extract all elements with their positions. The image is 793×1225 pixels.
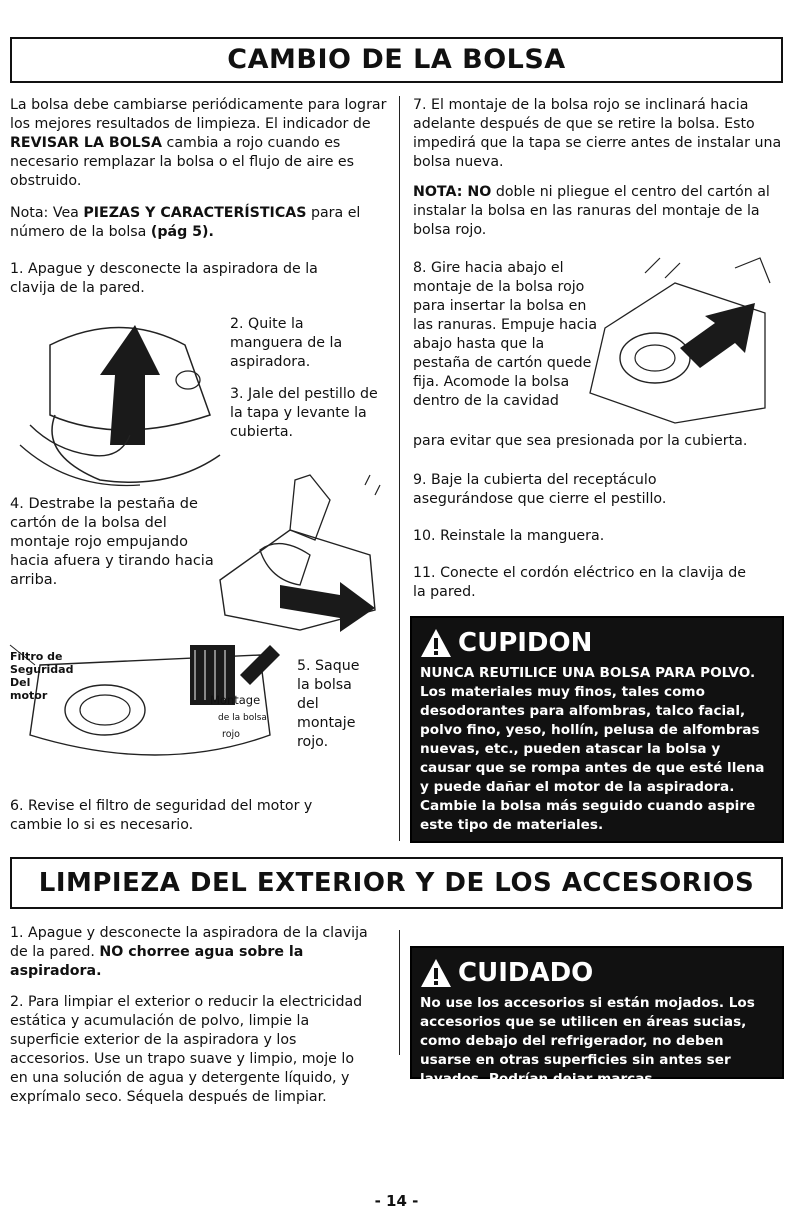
warning-box-cupidon bbox=[410, 616, 784, 843]
column-divider-top bbox=[399, 96, 400, 841]
warning-body: NUNCA REUTILICE UNA BOLSA PARA POLVO. Los materiales muy finos, tales como desodorantes para alfombras, talco facial, polvo fino, yeso, hollín, pelusa de alfombras nuevas, etc., pueden atascar la bolsa y causar que se rompa antes de que esté llena y puede dañar el motor de la aspiradora. Cambie la bolsa más seguido cuando aspire este tipo de materiales. bbox=[420, 665, 765, 833]
vacuum-lid-illustration bbox=[10, 305, 230, 495]
bag-section-title: CAMBIO DE LA BOLSA bbox=[10, 37, 783, 83]
filter-label: Filtro de Seguridad Del motor bbox=[10, 650, 74, 702]
cleaning-step-2: 2. Para limpiar el exterior o reducir la electricidad estática y acumulación de polvo, limpie la superficie exterior de la aspiradora y los accesorios. Use un trapo suave y limpio, moje lo en una solución de agua y detergente líquido, y exprímalo seco. Séquela después de limpiar. bbox=[10, 994, 363, 1105]
montage-label-1: Montage bbox=[210, 693, 261, 707]
warning-body-2: No use los accesorios si están mojados. Los accesorios que se utilicen en áreas sucias, como debajo del refrigerador, no deben usarse en otras superficies sin antes ser lavados. Podrían dejar marcas. bbox=[420, 995, 755, 1087]
step-5: 5. Saque la bolsa del montaje rojo. bbox=[297, 658, 360, 750]
bag-note: Nota: Vea PIEZAS Y CARACTERÍSTICAS para el número de la bolsa (pág 5). bbox=[10, 205, 361, 240]
step-8: 8. Gire hacia abajo el montaje de la bolsa rojo para insertar la bolsa en las ranuras. Empuje hacia abajo hasta que la pestaña de cartón quede fija. Acomode la bolsa dentro de la cavidad bbox=[413, 260, 598, 409]
step-8-tail: para evitar que sea presionada por la cubierta. bbox=[413, 433, 748, 449]
step-2: 2. Quite la manguera de la aspiradora. bbox=[230, 316, 343, 370]
step-9: 9. Baje la cubierta del receptáculo asegurándose que cierre el pestillo. bbox=[413, 472, 667, 507]
montage-label-2: de la bolsa bbox=[218, 713, 267, 723]
step-3: 3. Jale del pestillo de la tapa y levante la cubierta. bbox=[230, 386, 378, 440]
page-number: - 14 - bbox=[374, 1192, 419, 1210]
step-7: 7. El montaje de la bolsa rojo se inclinará hacia adelante después de que se retire la bolsa. Esto impedirá que la tapa se cierre antes de instalar una bolsa nueva. bbox=[413, 97, 782, 170]
step-10: 10. Reinstale la manguera. bbox=[413, 528, 605, 544]
note-no-fold: NOTA: NO doble ni pliegue el centro del cartón al instalar la bolsa en las ranuras del montaje de la bolsa rojo. bbox=[413, 184, 770, 238]
warning-triangle-icon bbox=[420, 628, 452, 658]
step-1: 1. Apague y desconecte la aspiradora de la clavija de la pared. bbox=[10, 261, 318, 296]
warning-box-cuidado bbox=[410, 946, 784, 1087]
warning-title: CUPIDON bbox=[420, 628, 774, 658]
column-divider-bottom bbox=[399, 930, 400, 1055]
bag-tab-illustration bbox=[200, 470, 390, 635]
cleaning-step-1: 1. Apague y desconecte la aspiradora de la clavija de la pared. NO chorree agua sobre la aspiradora. bbox=[10, 925, 368, 979]
montage-label-3: rojo bbox=[222, 729, 240, 740]
step-4: 4. Destrabe la pestaña de cartón de la bolsa del montaje rojo empujando hacia afuera y tirando hacia arriba. bbox=[10, 496, 214, 588]
cleaning-section-title: LIMPIEZA DEL EXTERIOR Y DE LOS ACCESORIOS bbox=[10, 857, 783, 909]
step-6: 6. Revise el filtro de seguridad del motor y cambie lo si es necesario. bbox=[10, 798, 313, 833]
bag-insert-illustration bbox=[585, 258, 780, 428]
bag-intro: La bolsa debe cambiarse periódicamente para lograr los mejores resultados de limpieza. El indicador de REVISAR LA BOLSA cambia a rojo cuando es necesario remplazar la bolsa o el flujo de aire es obstruido. bbox=[10, 97, 387, 189]
warning-triangle-icon bbox=[420, 958, 452, 988]
warning-title-2: CUIDADO bbox=[420, 958, 774, 988]
step-11: 11. Conecte el cordón eléctrico en la clavija de la pared. bbox=[413, 565, 746, 600]
